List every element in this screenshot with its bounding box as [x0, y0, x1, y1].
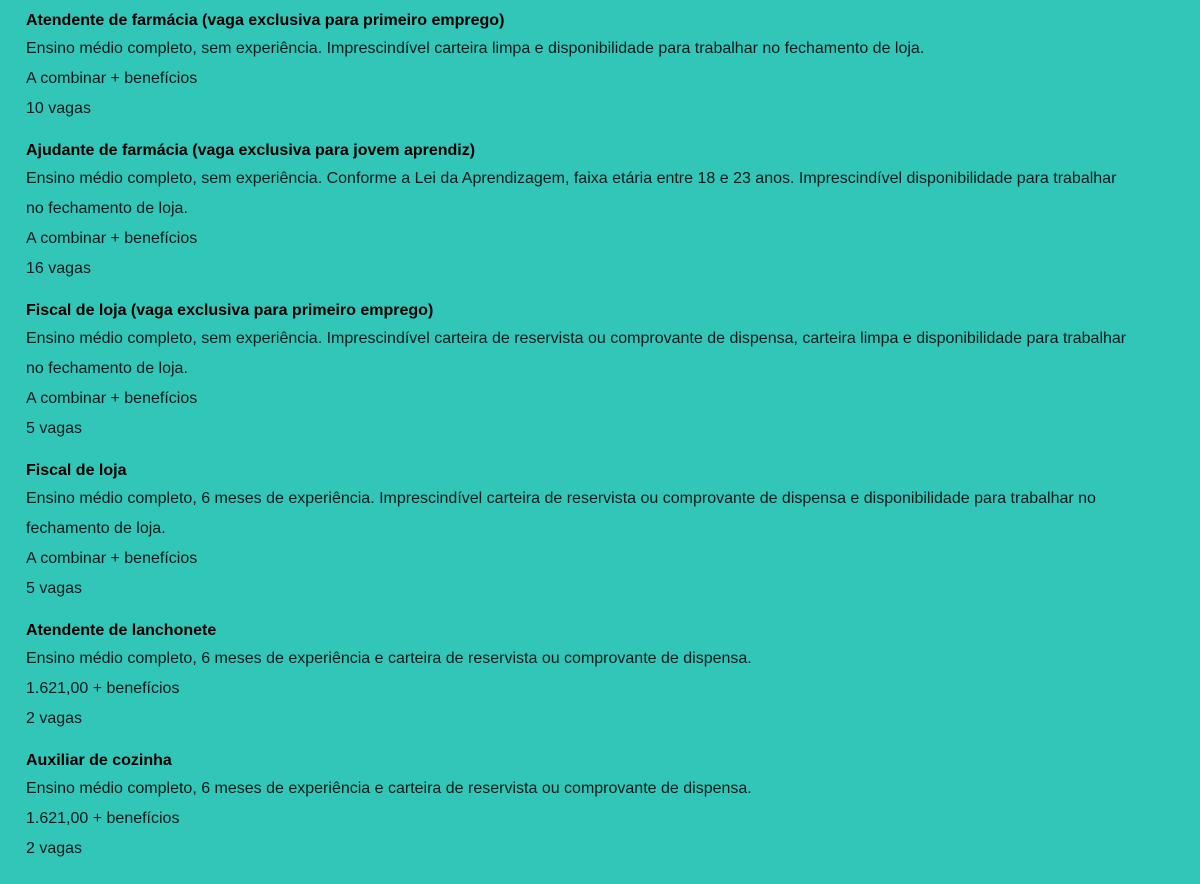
job-title: Atendente de farmácia (vaga exclusiva para primeiro emprego): [26, 12, 505, 29]
job-description: Ensino médio completo, 6 meses de experiência e carteira de reservista ou comprovante de dispensa.: [26, 780, 752, 797]
job-listing-ajudante-farmacia: [26, 138, 1174, 284]
job-openings: 10 vagas: [26, 100, 91, 117]
job-listing-fiscal-loja: [26, 458, 1174, 604]
job-description: Ensino médio completo, sem experiência. Imprescindível carteira limpa e disponibilidade para trabalhar no fechamento de loja.: [26, 40, 925, 57]
job-openings: 2 vagas: [26, 840, 83, 857]
job-openings: 2 vagas: [26, 710, 83, 727]
job-title: Auxiliar de cozinha: [26, 752, 172, 769]
job-listing-atendente-lanchonete: [26, 618, 1174, 734]
job-salary: A combinar + benefícios: [26, 390, 198, 407]
job-openings: 5 vagas: [26, 580, 83, 597]
job-listing-atendente-farmacia: [26, 8, 1174, 124]
job-salary: A combinar + benefícios: [26, 70, 198, 87]
job-description: Ensino médio completo, sem experiência. Conforme a Lei da Aprendizagem, faixa etária entre 18 e 23 anos. Imprescindível disponibilidade para trabalhar no fechamento de loja.: [26, 170, 1117, 217]
job-listing-fiscal-loja-primeiro-emprego: [26, 298, 1174, 444]
job-title: Fiscal de loja (vaga exclusiva para primeiro emprego): [26, 302, 434, 319]
job-description: Ensino médio completo, 6 meses de experiência. Imprescindível carteira de reservista ou comprovante de dispensa e disponibilidade para trabalhar no fechamento de loja.: [26, 490, 1096, 537]
job-openings: 5 vagas: [26, 420, 83, 437]
job-description: Ensino médio completo, sem experiência. Imprescindível carteira de reservista ou comprovante de dispensa, carteira limpa e disponibilidade para trabalhar no fechamento de loja.: [26, 330, 1127, 377]
job-salary: 1.621,00 + benefícios: [26, 810, 180, 827]
job-title: Atendente de lanchonete: [26, 622, 217, 639]
job-title: Ajudante de farmácia (vaga exclusiva para jovem aprendiz): [26, 142, 476, 159]
job-salary: A combinar + benefícios: [26, 230, 198, 247]
job-title: Fiscal de loja: [26, 462, 127, 479]
job-description: Ensino médio completo, 6 meses de experiência e carteira de reservista ou comprovante de dispensa.: [26, 650, 752, 667]
job-salary: 1.621,00 + benefícios: [26, 680, 180, 697]
job-openings: 16 vagas: [26, 260, 91, 277]
job-salary: A combinar + benefícios: [26, 550, 198, 567]
job-listing-auxiliar-cozinha: [26, 748, 1174, 864]
